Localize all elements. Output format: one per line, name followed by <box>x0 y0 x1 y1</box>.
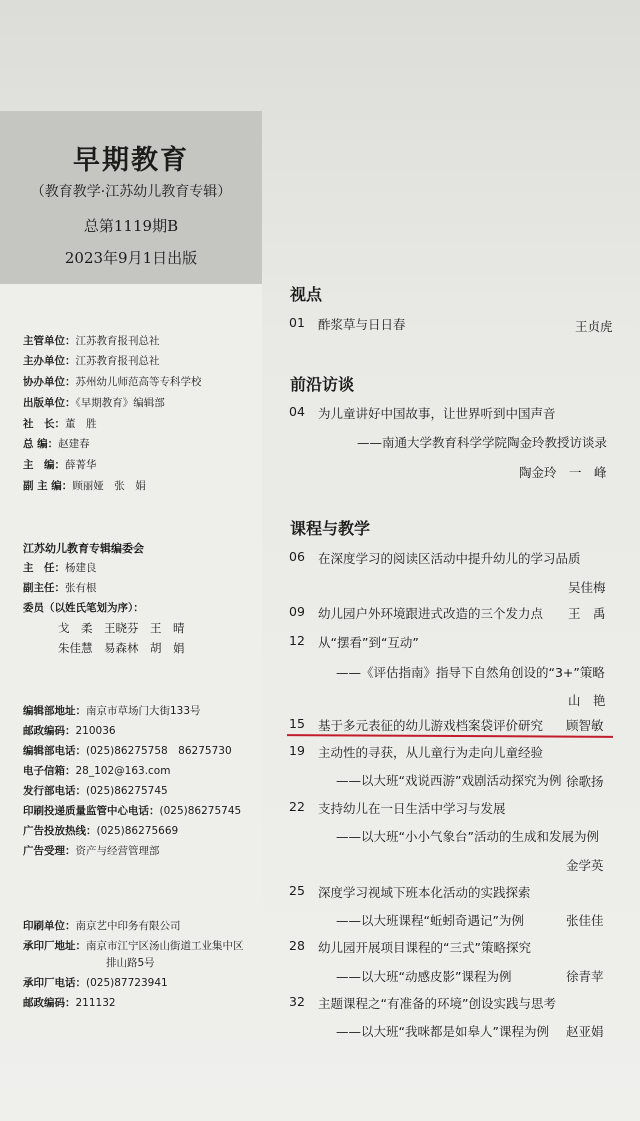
contact-line: 印刷投递质量监管中心电话：(025)86275745 <box>23 805 242 817</box>
toc-author: 山 艳 <box>568 693 606 708</box>
contact-line: 邮政编码：210036 <box>23 725 116 737</box>
toc-title[interactable]: 支持幼儿在一日生活中学习与发展 <box>318 801 506 816</box>
toc-title[interactable]: 幼儿园开展项目课程的“三式”策略探究 <box>318 940 531 955</box>
committee-deputy: 副主任：张有根 <box>23 582 97 594</box>
toc-subtitle: ——以大班“我咪都是如皋人”课程为例 <box>336 1024 549 1039</box>
printer-line: 承印厂电话：(025)87723941 <box>23 977 168 989</box>
publisher-line: 副 主 编：顾丽娅 张 娟 <box>23 480 146 492</box>
toc-page-number: 04 <box>289 404 305 419</box>
toc-subtitle: ——《评估指南》指导下自然角创设的“3+”策略 <box>336 665 605 680</box>
toc-page-number: 28 <box>289 938 305 953</box>
toc-subtitle: ——以大班“小小气象台”活动的生成和发展为例 <box>336 829 599 844</box>
toc-subtitle: ——以大班课程“蚯蚓奇遇记”为例 <box>336 913 524 928</box>
publish-date: 2023年9月1日出版 <box>64 249 198 267</box>
toc-author: 顾智敏 <box>566 718 604 733</box>
toc-subtitle: ——南通大学教育科学学院陶金玲教授访谈录 <box>357 435 608 450</box>
section-title-interview: 前沿访谈 <box>290 375 355 394</box>
toc-author: 吴佳梅 <box>568 580 606 595</box>
section-title-curriculum: 课程与教学 <box>290 519 371 538</box>
toc-page-number: 19 <box>289 743 305 758</box>
contact-line: 广告投放热线：(025)86275669 <box>23 825 179 837</box>
toc-page-number: 01 <box>289 315 305 330</box>
publisher-line: 主办单位：江苏教育报刊总社 <box>23 355 160 367</box>
toc-author: 张佳佳 <box>566 913 604 928</box>
issue-number: 总第1119期B <box>83 217 179 235</box>
toc-page-number: 12 <box>289 633 305 648</box>
toc-page-number: 22 <box>289 799 305 814</box>
toc-subtitle: ——以大班“戏说西游”戏剧活动探究为例 <box>336 773 562 788</box>
toc-author: 王 禹 <box>568 606 606 621</box>
printer-line: 邮政编码：211132 <box>23 997 116 1009</box>
toc-author: 赵亚娟 <box>566 1024 604 1039</box>
contact-line: 编辑部电话：(025)86275758 86275730 <box>23 745 232 757</box>
toc-page-number: 32 <box>289 994 305 1009</box>
section-title-viewpoint: 视点 <box>290 285 323 304</box>
publisher-line: 社 长：董 胜 <box>23 418 97 430</box>
toc-title[interactable]: 基于多元表征的幼儿游戏档案袋评价研究 <box>318 718 544 733</box>
committee-members-line: 朱佳慧 易森林 胡 娟 <box>58 641 185 655</box>
toc-subtitle: ——以大班“动感皮影”课程为例 <box>336 969 512 984</box>
magazine-subtitle: （教育教学·江苏幼儿教育专辑） <box>30 184 232 200</box>
toc-title[interactable]: 酢浆草与日日春 <box>318 317 406 332</box>
toc-title[interactable]: 在深度学习的阅读区活动中提升幼儿的学习品质 <box>318 551 581 566</box>
committee-director: 主 任：杨建良 <box>23 562 97 574</box>
toc-title[interactable]: 主题课程之“有准备的环境”创设实践与思考 <box>318 996 556 1011</box>
contact-line: 编辑部地址：南京市草场门大街133号 <box>23 705 201 717</box>
toc-page-number: 06 <box>289 549 305 564</box>
publisher-line: 主 编：薛菁华 <box>23 459 97 471</box>
toc-title[interactable]: 从“摆看”到“互动” <box>318 635 419 650</box>
toc-author: 陶金玲 一 峰 <box>519 465 607 480</box>
toc-page-number: 09 <box>289 604 305 619</box>
contact-line: 广告受理：资产与经营管理部 <box>23 845 160 857</box>
contact-line: 发行部电话：(025)86275745 <box>23 785 168 797</box>
toc-title[interactable]: 深度学习视域下班本化活动的实践探索 <box>318 885 531 900</box>
committee-members-label: 委员（以姓氏笔划为序）： <box>23 602 144 614</box>
toc-author: 徐歌扬 <box>566 774 604 789</box>
toc-title[interactable]: 主动性的寻获，从儿童行为走向儿童经验 <box>318 745 544 760</box>
committee-title: 江苏幼儿教育专辑编委会 <box>23 542 144 555</box>
toc-page-number: 25 <box>289 883 305 898</box>
toc-author: 王贞虎 <box>575 319 613 334</box>
publisher-line: 总 编：赵建春 <box>23 438 90 450</box>
contact-line: 电子信箱：28_102@163.com <box>23 765 171 777</box>
toc-title[interactable]: 幼儿园户外环境跟进式改造的三个发力点 <box>318 606 544 621</box>
publisher-line: 出版单位：《早期教育》编辑部 <box>23 397 165 409</box>
toc-page-number: 15 <box>289 716 305 731</box>
toc-title[interactable]: 为儿童讲好中国故事，让世界听到中国声音 <box>318 406 556 421</box>
printer-line: 承印厂地址：南京市江宁区汤山街道工业集中区 <box>23 940 244 952</box>
toc-author: 金学英 <box>566 858 604 873</box>
publisher-line: 协办单位：苏州幼儿师范高等专科学校 <box>23 376 202 388</box>
toc-author: 徐青苹 <box>566 969 604 984</box>
committee-members-line: 戈 柔 王晓芬 王 晴 <box>58 621 185 635</box>
magazine-title: 早期教育 <box>73 145 189 176</box>
printer-line: 印刷单位：南京艺中印务有限公司 <box>23 920 181 932</box>
printer-line: 排山路5号 <box>106 957 155 969</box>
publisher-line: 主管单位：江苏教育报刊总社 <box>23 335 160 347</box>
